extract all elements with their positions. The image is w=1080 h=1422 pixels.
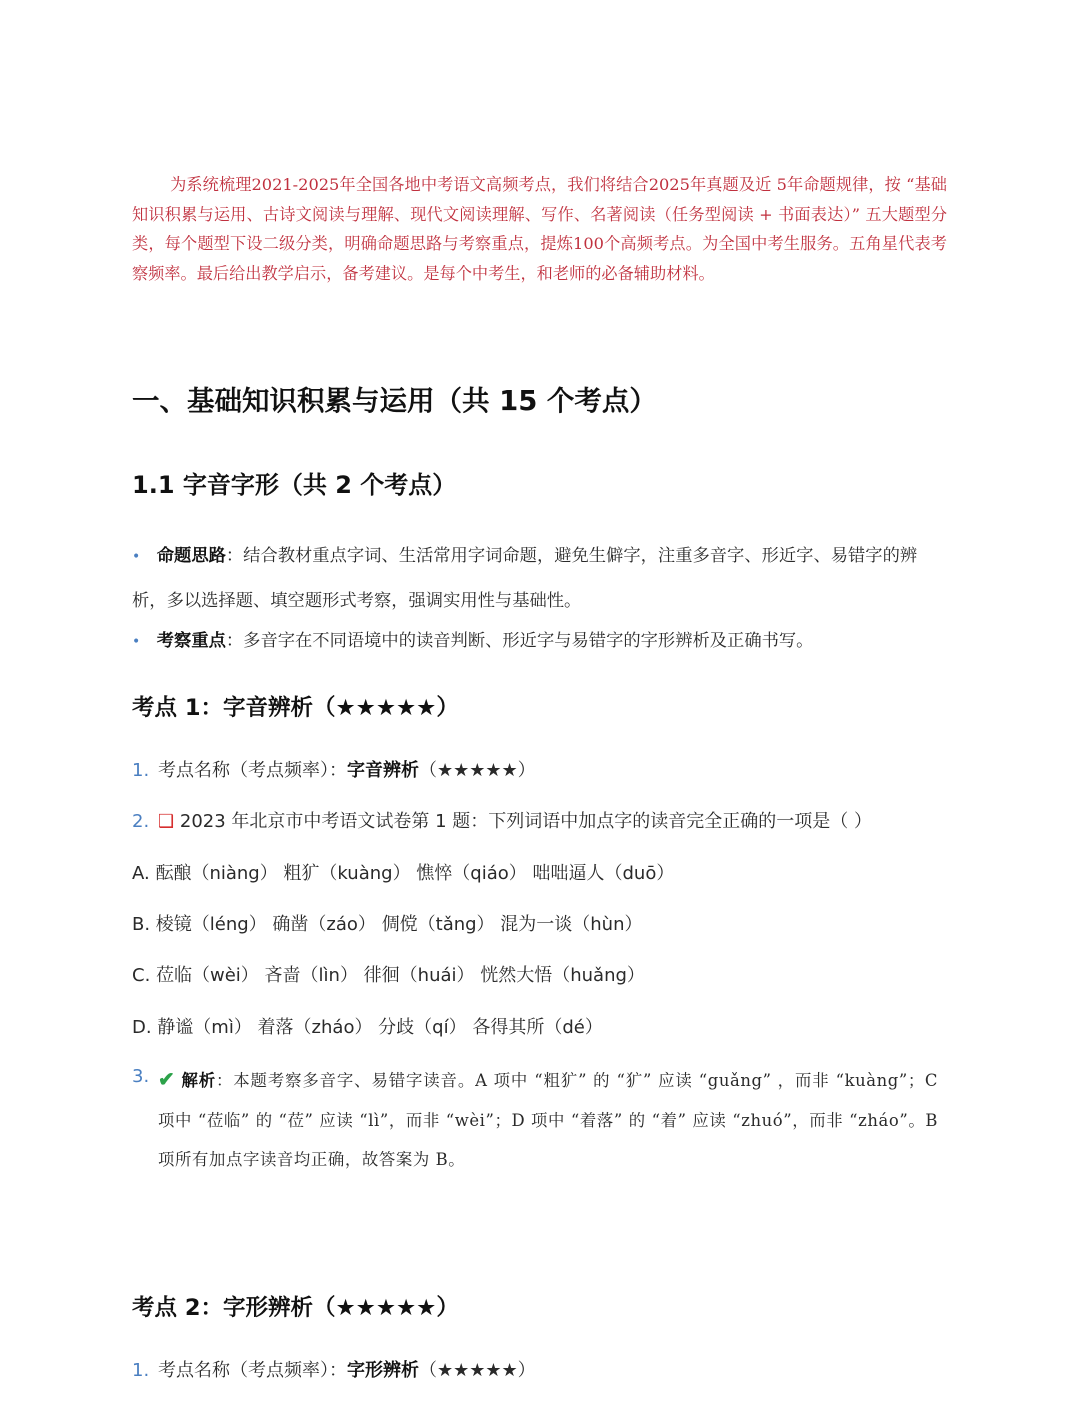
list-number: 1. [132,760,150,781]
point1-analysis [158,1060,938,1180]
subsection-title: 1.1 字音字形（共 2 个考点） [132,471,457,499]
item-stars: （★★★★★） [419,1360,536,1381]
point1-item2 [132,807,872,833]
option-b: B. 棱镜（léng） 确凿（záo） 倜傥（tǎng） 混为一谈（hùn） [132,914,643,935]
bullet-text: ：结合教材重点字词、生活常用字词命题，避免生僻字，注重多音字、形近字、易错字的辨析，多以选择题、填空题形式考察，强调实用性与基础性。 [132,546,918,611]
bullet-dot-icon: • [132,549,141,565]
item-prefix: 考点名称（考点频率）： [158,1360,347,1381]
section-title: 一、基础知识积累与运用（共 15 个考点） [132,385,657,417]
list-number: 1. [132,1360,150,1381]
point1-item1 [132,756,536,782]
option-c: C. 莅临（wèi） 吝啬（lìn） 徘徊（huái） 恍然大悟（huǎng） [132,965,645,986]
bullet-kaocha [132,626,942,657]
bullet-text: ：多音字在不同语境中的读音判断、形近字与易错字的字形辨析及正确书写。 [225,631,814,651]
bullet-label: 命题思路 [156,546,226,566]
intro-paragraph [132,170,947,289]
analysis-label: 解析 [181,1071,216,1090]
item-stars: （★★★★★） [419,760,536,781]
intro-text: 为系统梳理2021-2025年全国各地中考语文高频考点，我们将结合2025年真题及近 5年命题规律，按 “基础知识积累与运用、古诗文阅读与理解、现代文阅读理解、写作、名著阅读（任务型阅读 + 书面表达）” 五大题型分类，每个题型下设二级分类，明确命题思路与考察重点，提炼100个高频考点。为全国中考生服务。五角星代表考察频率。最后给出教学启示，备考建议。是每个中考生，和老师的必备辅助材料。 [132,175,947,284]
checkmark-icon: ✔ [158,1067,176,1091]
point2-item1 [132,1356,536,1382]
list-number: 3. [132,1066,150,1087]
bullet-mingti [132,534,942,623]
option-a: A. 酝酿（niàng） 粗犷（kuàng） 憔悴（qiáo） 咄咄逼人（duō） [132,863,675,884]
bullet-label: 考察重点 [156,631,226,651]
point2-title: 考点 2：字形辨析（★★★★★） [132,1295,459,1321]
question-text: 2023 年北京市中考语文试卷第 1 题：下列词语中加点字的读音完全正确的一项是（ ） [179,811,873,832]
analysis-text: ：本题考察多音字、易错字读音。A 项中 “粗犷” 的 “犷” 应读 “guǎng” ，而非 “kuàng”；C 项中 “莅临” 的 “莅” 应读 “lì”，而非 “wèi”；D 项中 “着落” 的 “着” 应读 “zhuó”，而非 “zháo”。B 项所有加点字读音均正确，故答案为 B。 [158,1071,938,1169]
item-name: 字音辨析 [347,760,419,781]
option-d: D. 静谧（mì） 着落（zháo） 分歧（qí） 各得其所（dé） [132,1017,603,1038]
item-name: 字形辨析 [347,1360,419,1381]
bullet-dot-icon: • [132,634,141,650]
point1-title: 考点 1：字音辨析（★★★★★） [132,695,459,721]
item-prefix: 考点名称（考点频率）： [158,760,347,781]
checkbox-icon: ❑ [158,811,175,832]
list-number: 2. [132,811,150,832]
